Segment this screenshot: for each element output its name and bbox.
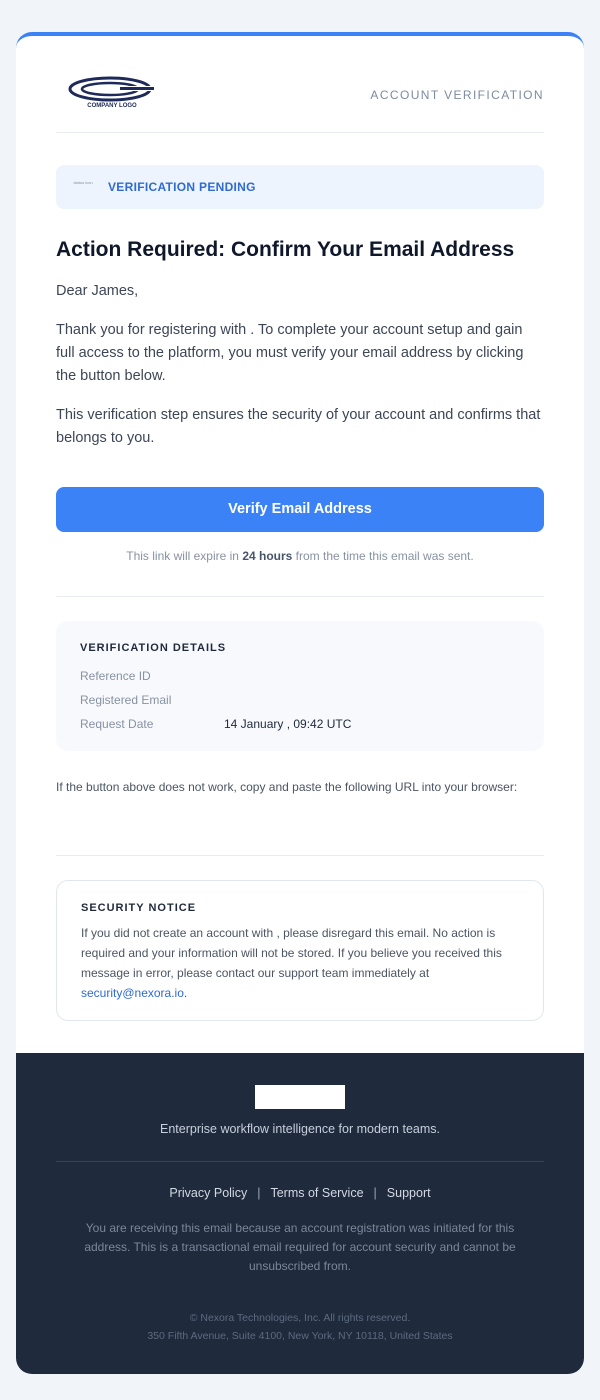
footer-links — [16, 1186, 584, 1200]
link-separator: | — [373, 1186, 377, 1200]
notice-text: If you did not create an account with , please disregard this email. No action is required and your information will not be stored. If you believe you received this message in error, please contact our support team immediately at — [81, 926, 502, 980]
detail-label: Reference ID — [80, 669, 151, 683]
security-notice — [56, 880, 544, 1021]
expiry-prefix: This link will expire in — [126, 549, 243, 563]
footer-logo — [255, 1085, 345, 1109]
intro-paragraph: Thank you for registering with . To complete your account setup and gain full access to the platform, you must verify your email address by clicking the button below. — [56, 322, 524, 384]
notice-end: . — [183, 986, 188, 1000]
footer-legal — [16, 1309, 584, 1345]
logo-text: COMPANY LOGO — [87, 103, 137, 109]
security-email-link[interactable]: security@nexora.io — [81, 986, 184, 1000]
notice-body — [81, 923, 521, 1003]
divider — [56, 596, 544, 597]
expiry-duration: 24 hours — [242, 549, 293, 563]
privacy-policy-link[interactable]: Privacy Policy — [169, 1186, 248, 1200]
company-logo — [66, 76, 158, 110]
divider — [56, 855, 544, 856]
expiry-suffix: from the time this email was sent. — [292, 549, 474, 563]
email-card — [16, 32, 584, 1374]
footer-tagline: Enterprise workflow intelligence for modern teams. — [160, 1122, 440, 1136]
footer-divider — [56, 1161, 544, 1162]
support-link[interactable]: Support — [386, 1186, 431, 1200]
company-address: 350 Fifth Avenue, Suite 4100, New York, NY 10118, United States — [147, 1330, 453, 1342]
verify-email-button[interactable]: Verify Email Address — [56, 487, 544, 532]
verification-details — [56, 621, 544, 751]
page-title: Action Required: Confirm Your Email Address — [56, 238, 515, 261]
detail-value: 14 January , 09:42 UTC — [224, 717, 352, 731]
email-footer — [16, 1053, 584, 1374]
status-icon: status icon — [73, 180, 93, 185]
details-title: VERIFICATION DETAILS — [80, 642, 227, 654]
status-label: VERIFICATION PENDING — [108, 180, 256, 194]
notice-title: SECURITY NOTICE — [81, 902, 197, 914]
security-paragraph: This verification step ensures the security of your account and confirms that belongs to you. — [56, 407, 541, 446]
detail-label: Request Date — [80, 717, 154, 731]
detail-label: Registered Email — [80, 693, 172, 707]
copyright: © Nexora Technologies, Inc. All rights reserved. — [189, 1312, 411, 1324]
header-label: ACCOUNT VERIFICATION — [370, 88, 544, 102]
fallback-text: If the button above does not work, copy and paste the following URL into your browser: — [56, 780, 518, 794]
detail-row-reference — [80, 669, 224, 683]
status-banner — [56, 165, 544, 209]
expiry-note — [56, 549, 544, 563]
footer-note: You are receiving this email because an account registration was initiated for this address. This is a transactional email required for account security and cannot be unsubscribed from. — [84, 1221, 516, 1273]
terms-of-service-link[interactable]: Terms of Service — [270, 1186, 364, 1200]
link-separator: | — [257, 1186, 261, 1200]
detail-row-email — [80, 693, 224, 707]
email-header — [56, 76, 544, 136]
divider — [56, 132, 544, 133]
greeting: Dear James, — [56, 283, 139, 299]
detail-row-date — [80, 717, 351, 731]
